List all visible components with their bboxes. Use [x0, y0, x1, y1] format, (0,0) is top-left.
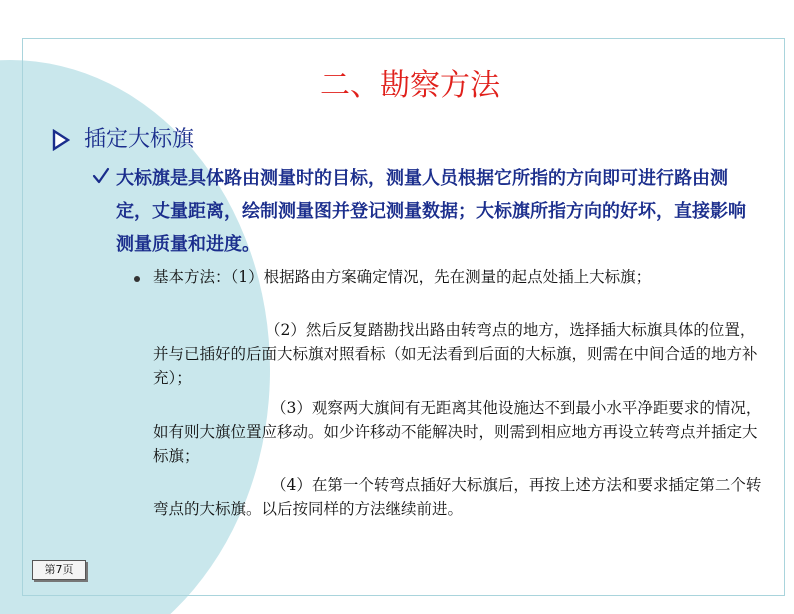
dot-icon: [134, 276, 140, 282]
section-summary: 大标旗是具体路由测量时的目标，测量人员根据它所指的方向即可进行路由测定，丈量距离，绘制测量图并登记测量数据；大标旗所指方向的好坏，直接影响测量质量和进度。: [116, 168, 746, 255]
step-4: （4）在第一个转弯点插好大标旗后，再按上述方法和要求插定第二个转弯点的大标旗。以后按同样的方法继续前进。: [153, 476, 762, 518]
section-heading: 插定大标旗: [84, 127, 195, 152]
step-2: （2）然后反复踏勘找出路由转弯点的地方，选择插大标旗具体的位置，并与已插好的后面大标旗对照看标（如无法看到后面的大标旗，则需在中间合适的地方补充）；: [153, 321, 758, 387]
page-number-label: 第7页: [32, 560, 86, 580]
checkmark-icon: [92, 167, 110, 185]
slide-title: 二、勘察方法: [320, 68, 500, 103]
step-1: 基本方法：（1）根据路由方案确定情况，先在测量的起点处插上大标旗；: [153, 268, 652, 286]
section-heading-row: [52, 124, 194, 156]
arrow-triangle-icon: [52, 129, 70, 151]
step-3: （3）观察两大旗间有无距离其他设施达不到最小水平净距要求的情况，如有则大旗位置应移动。如少许移动不能解决时，则需到相应地方再设立转弯点并插定大标旗；: [153, 399, 762, 465]
